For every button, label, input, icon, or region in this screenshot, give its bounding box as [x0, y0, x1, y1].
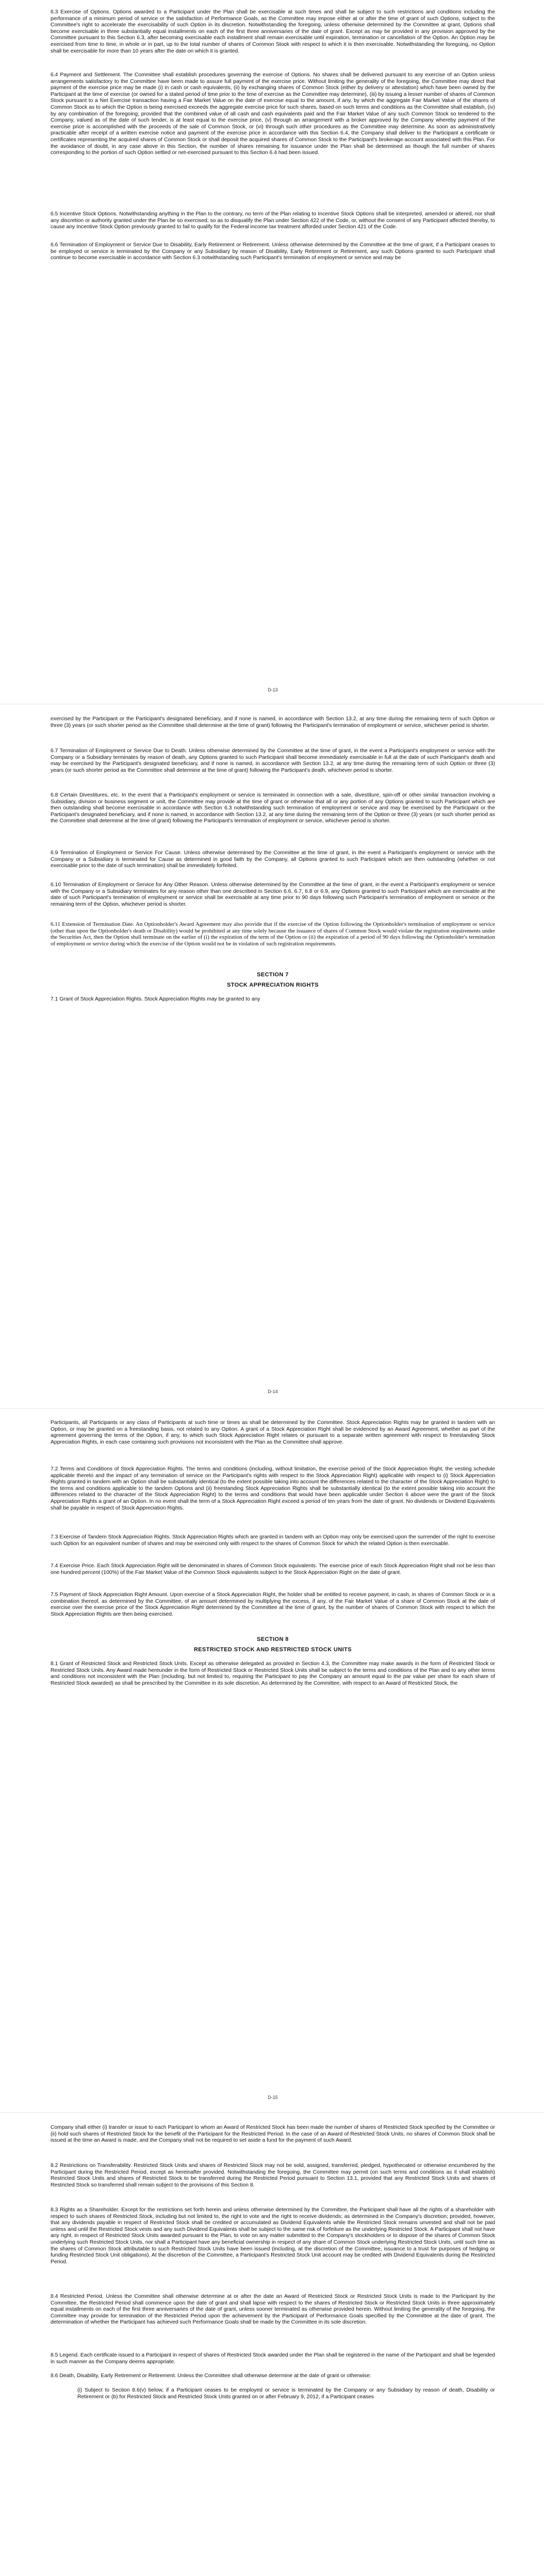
- paragraph-6-11: 6.11 Extension of Termination Date. An Optionholder's Award Agreement may also provide that if the exercise of the Option following the Optionholder's termination of employment or service (other than upon the Optionholder's death or Disability) would be prohibited at any time solely because the issuance of shares of Common Stock would violate the registration requirements under the Securities Act, then the Option shall terminate on the earlier of (i) the expiration of the term of the Option or (ii) the expiration of a period of 90 days following the Optionholder's termination of employment or service during which the exercise of the Option would not be in violation of such registration requirements.: [51, 921, 495, 947]
- paragraph-6-3: 6.3 Exercise of Options. Options awarded to a Participant under the Plan shall be exercisable at such times and shall be subject to such restrictions and conditions including the performance of a minimum period of service or the satisfaction of Performance Goals, as the Committee may impose either at or after the time of grant of such Options, subject to the Committee's right to accelerate the exercisability of such Option in its discretion. Notwithstanding the foregoing, unless otherwise determined by the Committee at grant, Options shall become exercisable in three substantially equal installments on each of the first three anniversaries of the date of grant. Except as may be provided in any provision approved by the Committee pursuant to this Section 6.3, after becoming exercisable each installment shall remain exercisable until expiration, termination or cancellation of the Option. An Option may be exercised from time to time, in whole or in part, up to the total number of shares of Common Stock with respect to which it is then exercisable. Notwithstanding the foregoing, no Option shall be exercisable for more than 10 years after the date on which it is granted.: [51, 9, 495, 54]
- paragraph-8-6-i: (i) Subject to Section 8.6(v) below, if a Participant ceases to be employed or service is terminated by the Company or any Subsidiary by reason of death, Disability or Retirement or (b) for Restricted Stock and Restricted Stock Units granted on or after February 9, 2012, if a Participant ceases: [77, 2387, 495, 2400]
- page-number-d13: D-13: [268, 687, 278, 692]
- page-d14: [51, 706, 495, 1410]
- paragraph-7-1: 7.1 Grant of Stock Appreciation Rights. Stock Appreciation Rights may be granted to any: [51, 996, 260, 1002]
- paragraph-8-1-continued: Company shall either (i) transfer or issue to each Participant to whom an Award of Restricted Stock has been made the number of shares of Restricted Stock specified by the Committee or (ii) hold such shares of Restricted Stock for the benefit of the Participant for the Restricted Period. In the case of an Award of Restricted Stock Units, no shares of Common Stock shall be issued at the time an Award is made, and the Company shall not be required to set aside a fund for the payment of such Award.: [51, 2125, 495, 2144]
- paragraph-7-1-continued: Participants, all Participants or any class of Participants at such time or times as shall be determined by the Committee. Stock Appreciation Rights may be granted in tandem with an Option, or may be granted on a freestanding basis, not related to any Option. A grant of a Stock Appreciation Right shall be evidenced by an Award Agreement, whether as part of the agreement governing the terms of the Option, if any, to which such Stock Appreciation Right relates or pursuant to a separate written agreement with respect to freestanding Stock Appreciation Rights, in each case containing such provisions not inconsistent with the Plan as the Committee shall approve.: [51, 1420, 495, 1445]
- paragraph-6-5: 6.5 Incentive Stock Options. Notwithstanding anything in the Plan to the contrary, no term of the Plan relating to Incentive Stock Options shall be interpreted, amended or altered, nor shall any discretion or authority granted under the Plan be so exercised, so as to disqualify the Plan under Section 422 of the Code, or, without the consent of any Participant affected thereby, to cause any Incentive Stock Option previously granted to fail to qualify for the Federal income tax treatment afforded under Section 421 of the Code.: [51, 211, 495, 230]
- page-number-d15: D-15: [268, 2095, 278, 2100]
- section-8-subtitle: RESTRICTED STOCK AND RESTRICTED STOCK UNITS: [193, 1647, 352, 1653]
- paragraph-6-6: 6.6 Termination of Employment or Service Due to Disability, Early Retirement or Retirement. Unless otherwise determined by the Committee at the time of grant, if a Participant ceases to be employed or service is terminated by the Company or any Subsidiary by reason of Disability, Early Retirement or Retirement, any such Options granted to such Participant shall continue to become exercisable in accordance with Section 6.3 notwithstanding such Participant's termination of employment or service and may be: [51, 242, 495, 261]
- page-number-d14: D-14: [268, 1389, 278, 1394]
- paragraph-7-5: 7.5 Payment of Stock Appreciation Right Amount. Upon exercise of a Stock Appreciation Right, the holder shall be entitled to receive payment, in cash, in shares of Common Stock or in a combination thereof, as determined by the Committee, of an amount determined by multiplying the excess, if any, of the Fair Market Value of a share of Common Stock at the date of exercise over the exercise price of the Stock Appreciation Right determined by the Committee at the time of grant, by the number of shares of Common Stock with respect to which the Stock Appreciation Rights are then being exercised.: [51, 1592, 495, 1617]
- paragraph-8-4: 8.4 Restricted Period. Unless the Committee shall otherwise determine at or after the date an Award of Restricted Stock or Restricted Stock Units is made to the Participant by the Committee, the Restricted Period shall commence upon the date of grant and shall lapse with respect to the shares of Restricted Stock or Restricted Stock Units in three approximately equal installments on each of the first three anniversaries of the date of grant, unless sooner terminated as otherwise provided herein. Without limiting the generality of the foregoing, the Committee may provide for termination of the Restricted Period upon the achievement by the Participant of Performance Goals specified by the Committee at the date of grant. The determination of whether the Participant has achieved such Performance Goals shall be made by the Committee in its sole discretion.: [51, 2294, 495, 2326]
- paragraph-8-1: 8.1 Grant of Restricted Stock and Restricted Stock Units. Except as otherwise delegated as provided in Section 4.3, the Committee may make awards in the form of Restricted Stock or Restricted Stock Units. Any Award made hereunder in the form of Restricted Stock or Restricted Stock Units shall be subject to the terms and conditions of the Plan and to any other terms and conditions not inconsistent with the Plan (including, but not limited to, requiring the Participant to pay the Company an amount equal to the par value per share for each share of Restricted Stock awarded) as shall be prescribed by the Committee in its sole discretion. As determined by the Committee, with respect to an Award of Restricted Stock, the: [51, 1661, 495, 1686]
- section-7-subtitle: STOCK APPRECIATION RIGHTS: [227, 982, 319, 988]
- paragraph-7-2: 7.2 Terms and Conditions of Stock Appreciation Rights. The terms and conditions (including, without limitation, the exercise period of the Stock Appreciation Right, the vesting schedule applicable thereto and the impact of any termination of service on the Participant's rights with respect to the Stock Appreciation Right) applicable with respect to (i) Stock Appreciation Rights granted in tandem with an Option shall be substantially identical (to the extent possible taking into account the differences related to the character of the Stock Appreciation Right) to the terms and conditions applicable to the tandem Options and (ii) freestanding Stock Appreciation Rights shall be substantially identical (to the extent possible taking into account the differences related to the character of the Stock Appreciation Right) to the terms and conditions that would have been applicable under Section 6 above were the grant of the Stock Appreciation Rights a grant of an Option. In no event shall the term of a Stock Appreciation Right exceed a period of ten years from the date of grant. No dividends or Dividend Equivalents shall be payable in respect of Stock Appreciation Rights.: [51, 1466, 495, 1511]
- paragraph-6-6-continued: exercised by the Participant or the Participant's designated beneficiary, and if none is named, in accordance with Section 13.2, at any time during the remaining term of such Option or three (3) years (or such shorter period as the Committee shall determine at the time of grant) following the Participant's termination of employment or service, whichever period is shorter.: [51, 716, 495, 728]
- section-7-title: SECTION 7: [257, 972, 289, 978]
- page-break-3: [0, 2112, 544, 2113]
- paragraph-7-3: 7.3 Exercise of Tandem Stock Appreciation Rights. Stock Appreciation Rights which are granted in tandem with an Option may only be exercised upon the surrender of the right to exercise such Option for an equivalent number of shares and may be exercised only with respect to the shares of Common Stock for which the related Option is then exercisable.: [51, 1534, 495, 1547]
- paragraph-8-3: 8.3 Rights as a Shareholder. Except for the restrictions set forth herein and unless otherwise determined by the Committee, the Participant shall have all the rights of a shareholder with respect to such shares of Restricted Stock, including but not limited to, the right to vote and the right to receive dividends; as determined in the Company's discretion; provided, however, that any dividends payable in respect of Restricted Stock shall be credited or accumulated as Dividend Equivalents while the Restricted Stock remains unvested and shall not be paid unless and until the Restricted Stock vests and any such Dividend Equivalents shall be subject to the same risk of forfeiture as the underlying Restricted Stock. A Participant shall not have any right, in respect of Restricted Stock Units awarded pursuant to the Plan, to vote on any matter submitted to the Company's stockholders or to dispose of the shares of Common Stock underlying such Restricted Stock Units, nor shall a Participant have any beneficial ownership in respect of any share of Common Stock underlying Restricted Stock Units, until such time as the shares of Common Stock attributable to such Restricted Stock Units have been issued (including, at the discretion of the Committee, issuance to a trust for purposes of hedging or funding Restricted Stock Unit obligations). At the discretion of the Committee, a Participant's Restricted Stock Unit account may be credited with Dividend Equivalents during the Restricted Period.: [51, 2207, 495, 2265]
- paragraph-6-7: 6.7 Termination of Employment or Service Due to Death. Unless otherwise determined by the Committee at the time of grant, in the event a Participant's employment or service with the Company or a Subsidiary terminates by reason of death, any Options granted to such Participant shall become immediately exercisable in full at the date of such Participant's death and may be exercised by the Participant's designated beneficiary, and if none is named, in accordance with Section 13.2, at any time during the remaining term of such Option or three (3) years (or such shorter period as the Committee shall determine at the time of grant) following the Participant's death, whichever period is shorter.: [51, 748, 495, 773]
- paragraph-8-6: 8.6 Death, Disability, Early Retirement or Retirement. Unless the Committee shall otherwise determine at the date of grant or otherwise:: [51, 2373, 371, 2379]
- paragraph-6-9: 6.9 Termination of Employment or Service For Cause. Unless otherwise determined by the Committee at the time of grant, in the event a Participant's employment or service with the Company or a Subsidiary is terminated for Cause as determined in good faith by the Company, all Options granted to such Participant which are then outstanding (whether or not exercisable prior to the date of such termination) shall be immediately forfeited.: [51, 850, 495, 869]
- page-d16: [51, 2114, 495, 2576]
- paragraph-6-8: 6.8 Certain Divestitures, etc. In the event that a Participant's employment or service is terminated in connection with a sale, divestiture, spin-off or other similar transaction involving a Subsidiary, division or business segment or unit, the Committee may provide at the time of grant or otherwise that all or any portion of any Options granted to such Participant which are then outstanding shall become exercisable in accordance with Section 6.3 notwithstanding such termination of employment or service and may be exercised by the Participant or the Participant's designated beneficiary, and if none is named, in accordance with Section 13.2, at any time during the remaining term of the Option or three (3) years (or such shorter period as the Committee shall determine at the time of grant) following the Participant's termination of employment or service, whichever period is shorter.: [51, 792, 495, 824]
- section-8-title: SECTION 8: [257, 1636, 289, 1642]
- paragraph-6-10: 6.10 Termination of Employment or Service for Any Other Reason. Unless otherwise determined by the Committee at the time of grant, in the event a Participant's employment or service with the Company or a Subsidiary terminates for any reason other than one described in Section 6.6, 6.7, 6.8 or 6.9, any Options granted to such Participant which are exercisable at the date of such Participant's termination of employment or service shall be exercisable at any time prior to 90 days following such Participant's termination of employment or service or the remaining term of the Option, whichever period is shorter.: [51, 882, 495, 907]
- paragraph-6-4: 6.4 Payment and Settlement. The Committee shall establish procedures governing the exercise of Options. No shares shall be delivered pursuant to any exercise of an Option unless arrangements satisfactory to the Committee have been made to assure full payment of the exercise price. Without limiting the generality of the foregoing, the Committee may direct that payment of the exercise price may be made (i) in cash or cash equivalents, (ii) by exchanging shares of Common Stock (either by delivery or attestation) which have been owned by the Participant at the time of exercise (or owned for a stated period of time prior to the time of exercise as the Committee may determine), (iii) by issuing a lesser number of shares of Common Stock pursuant to a Net Exercise transaction having a Fair Market Value on the date of exercise equal to the amount, if any, by which the aggregate Fair Market Value of the shares of Common Stock as to which the Option is being exercised exceeds the aggregate exercise price for such shares, based on such terms and conditions as the Committee shall establish, (iv) by any combination of the foregoing; provided that the combined value of all cash and cash equivalents paid and the Fair Market Value of any such Common Stock so tendered to the Company, valued as of the date of such tender, is at least equal to the exercise price, (v) through an arrangement with a broker approved by the Company whereby payment of the exercise price is accomplished with the proceeds of the sale of Common Stock, or (vi) through such other procedures as the Committee may determine. As soon as administratively practicable after receipt of a written exercise notice and payment of the exercise price in accordance with this Section 6.4, the Company shall deliver to the Participant a certificate or certificates representing the acquired shares of Common Stock or shall deposit the acquired shares of Common Stock to the Participant's brokerage account associated with this Plan. For the avoidance of doubt, in any case above in this Section, the number of shares remaining for issuance under the Plan shall be determined as though the full number of shares corresponding to the portion of such Option settled or net-exercised pursuant to this Section 6.4 had been issued.: [51, 72, 495, 156]
- page-d13: [51, 0, 495, 706]
- page-d15: [51, 1410, 495, 2113]
- paragraph-8-5: 8.5 Legend. Each certificate issued to a Participant in respect of shares of Restricted Stock awarded under the Plan shall be registered in the name of the Participant and shall be legended in such manner as the Company deems appropriate.: [51, 2352, 495, 2365]
- paragraph-8-2: 8.2 Restrictions on Transferability. Restricted Stock Units and shares of Restricted Stock may not be sold, assigned, transferred, pledged, hypothecated or otherwise encumbered by the Participant during the Restricted Period, except as hereinafter provided. Notwithstanding the foregoing, the Committee may permit (on such terms and conditions as it shall establish) Restricted Stock Units and shares of Restricted Stock to be transferred during the Restricted Period pursuant to Section 13.1, provided that any Restricted Stock Units and shares of Restricted Stock so transferred shall remain subject to the provisions of this Section 8.: [51, 2163, 495, 2188]
- page-break-2: [0, 1408, 544, 1409]
- paragraph-7-4: 7.4 Exercise Price. Each Stock Appreciation Right will be denominated in shares of Common Stock equivalents. The exercise price of each Stock Appreciation Right shall not be less than one hundred percent (100%) of the Fair Market Value of the Common Stock equivalents subject to the Stock Appreciation Right on the date of grant.: [51, 1563, 495, 1575]
